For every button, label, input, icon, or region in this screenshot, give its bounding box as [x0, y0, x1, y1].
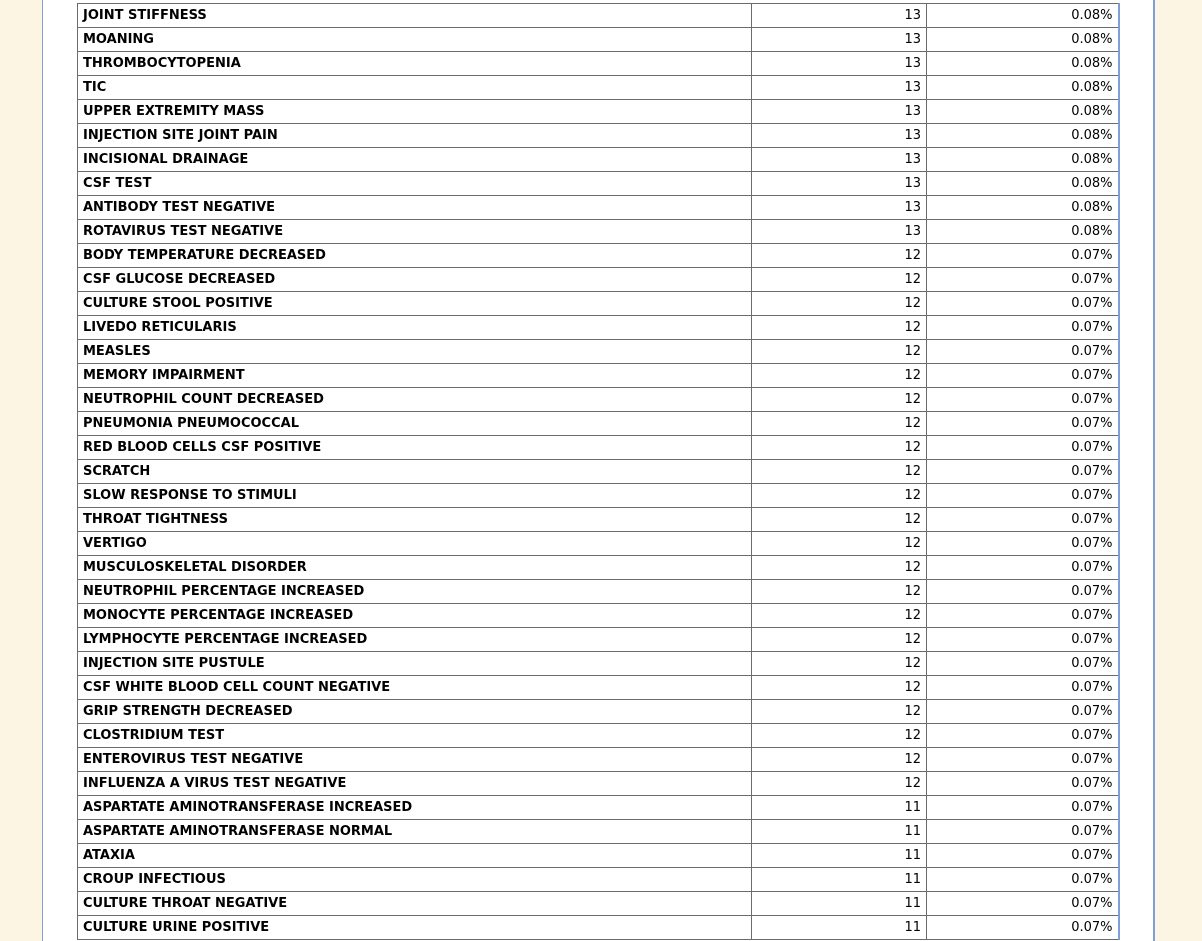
- report-percent-cell: 0.08%: [927, 28, 1119, 52]
- report-percent-cell: 0.07%: [927, 364, 1119, 388]
- symptom-term-cell: GRIP STRENGTH DECREASED: [78, 700, 752, 724]
- report-percent-cell: 0.07%: [927, 292, 1119, 316]
- symptom-term-cell: MEMORY IMPAIRMENT: [78, 364, 752, 388]
- symptom-term-cell: SLOW RESPONSE TO STIMULI: [78, 484, 752, 508]
- report-percent-cell: 0.08%: [927, 220, 1119, 244]
- symptom-term-cell: SCRATCH: [78, 460, 752, 484]
- table-row: [78, 748, 1119, 772]
- symptom-term-cell: MOANING: [78, 28, 752, 52]
- table-row: [78, 364, 1119, 388]
- report-count-cell: 12: [752, 724, 927, 748]
- report-percent-cell: 0.08%: [927, 148, 1119, 172]
- report-count-cell: 13: [752, 76, 927, 100]
- symptom-term-cell: RED BLOOD CELLS CSF POSITIVE: [78, 436, 752, 460]
- symptom-term-cell: NEUTROPHIL COUNT DECREASED: [78, 388, 752, 412]
- report-count-cell: 11: [752, 868, 927, 892]
- symptom-term-cell: LIVEDO RETICULARIS: [78, 316, 752, 340]
- table-row: [78, 76, 1119, 100]
- symptom-term-cell: ANTIBODY TEST NEGATIVE: [78, 196, 752, 220]
- report-count-cell: 12: [752, 772, 927, 796]
- report-count-cell: 12: [752, 580, 927, 604]
- report-percent-cell: 0.07%: [927, 436, 1119, 460]
- symptom-term-cell: CSF WHITE BLOOD CELL COUNT NEGATIVE: [78, 676, 752, 700]
- table-row: [78, 916, 1119, 940]
- report-count-cell: 11: [752, 916, 927, 940]
- report-count-cell: 11: [752, 892, 927, 916]
- report-percent-cell: 0.07%: [927, 700, 1119, 724]
- symptom-term-cell: ASPARTATE AMINOTRANSFERASE NORMAL: [78, 820, 752, 844]
- table-row: [78, 556, 1119, 580]
- report-count-cell: 12: [752, 748, 927, 772]
- report-count-cell: 13: [752, 196, 927, 220]
- report-percent-cell: 0.08%: [927, 76, 1119, 100]
- symptom-term-cell: JOINT STIFFNESS: [78, 4, 752, 28]
- report-count-cell: 12: [752, 508, 927, 532]
- report-percent-cell: 0.07%: [927, 484, 1119, 508]
- report-percent-cell: 0.07%: [927, 556, 1119, 580]
- table-row: [78, 796, 1119, 820]
- symptom-term-cell: LYMPHOCYTE PERCENTAGE INCREASED: [78, 628, 752, 652]
- report-count-cell: 12: [752, 244, 927, 268]
- table-row: [78, 316, 1119, 340]
- report-count-cell: 12: [752, 604, 927, 628]
- table-row: [78, 268, 1119, 292]
- symptom-term-cell: INJECTION SITE JOINT PAIN: [78, 124, 752, 148]
- table-row: [78, 460, 1119, 484]
- symptom-term-cell: MUSCULOSKELETAL DISORDER: [78, 556, 752, 580]
- table-row: [78, 532, 1119, 556]
- report-percent-cell: 0.08%: [927, 4, 1119, 28]
- report-count-cell: 12: [752, 700, 927, 724]
- report-count-cell: 12: [752, 292, 927, 316]
- table-row: [78, 820, 1119, 844]
- report-percent-cell: 0.07%: [927, 628, 1119, 652]
- report-percent-cell: 0.07%: [927, 316, 1119, 340]
- report-count-cell: 12: [752, 652, 927, 676]
- table-row: [78, 28, 1119, 52]
- report-count-cell: 12: [752, 460, 927, 484]
- report-percent-cell: 0.07%: [927, 340, 1119, 364]
- symptom-term-cell: INFLUENZA A VIRUS TEST NEGATIVE: [78, 772, 752, 796]
- report-percent-cell: 0.07%: [927, 580, 1119, 604]
- symptom-term-cell: CSF GLUCOSE DECREASED: [78, 268, 752, 292]
- report-percent-cell: 0.08%: [927, 196, 1119, 220]
- report-percent-cell: 0.08%: [927, 124, 1119, 148]
- symptom-term-cell: ROTAVIRUS TEST NEGATIVE: [78, 220, 752, 244]
- table-row: [78, 148, 1119, 172]
- report-percent-cell: 0.07%: [927, 460, 1119, 484]
- symptom-term-cell: CLOSTRIDIUM TEST: [78, 724, 752, 748]
- symptom-term-cell: ENTEROVIRUS TEST NEGATIVE: [78, 748, 752, 772]
- report-count-cell: 12: [752, 340, 927, 364]
- report-percent-cell: 0.07%: [927, 388, 1119, 412]
- report-count-cell: 13: [752, 124, 927, 148]
- report-count-cell: 13: [752, 220, 927, 244]
- symptom-term-cell: PNEUMONIA PNEUMOCOCCAL: [78, 412, 752, 436]
- report-count-cell: 13: [752, 52, 927, 76]
- table-row: [78, 604, 1119, 628]
- symptom-term-cell: INJECTION SITE PUSTULE: [78, 652, 752, 676]
- report-percent-cell: 0.07%: [927, 604, 1119, 628]
- report-percent-cell: 0.07%: [927, 268, 1119, 292]
- report-count-cell: 13: [752, 28, 927, 52]
- report-percent-cell: 0.07%: [927, 652, 1119, 676]
- report-count-cell: 12: [752, 412, 927, 436]
- report-count-cell: 12: [752, 532, 927, 556]
- report-percent-cell: 0.07%: [927, 412, 1119, 436]
- report-count-cell: 11: [752, 820, 927, 844]
- table-row: [78, 892, 1119, 916]
- symptom-term-cell: THROMBOCYTOPENIA: [78, 52, 752, 76]
- report-percent-cell: 0.07%: [927, 892, 1119, 916]
- table-row: [78, 700, 1119, 724]
- report-count-cell: 11: [752, 844, 927, 868]
- table-row: [78, 292, 1119, 316]
- table-row: [78, 124, 1119, 148]
- report-percent-cell: 0.07%: [927, 868, 1119, 892]
- symptom-term-cell: VERTIGO: [78, 532, 752, 556]
- report-percent-cell: 0.08%: [927, 172, 1119, 196]
- table-row: [78, 220, 1119, 244]
- symptom-term-cell: INCISIONAL DRAINAGE: [78, 148, 752, 172]
- symptom-term-cell: MEASLES: [78, 340, 752, 364]
- symptom-term-cell: CSF TEST: [78, 172, 752, 196]
- report-count-cell: 13: [752, 4, 927, 28]
- table-row: [78, 844, 1119, 868]
- table-row: [78, 412, 1119, 436]
- symptom-term-cell: NEUTROPHIL PERCENTAGE INCREASED: [78, 580, 752, 604]
- table-row: [78, 580, 1119, 604]
- report-percent-cell: 0.07%: [927, 916, 1119, 940]
- report-percent-cell: 0.08%: [927, 52, 1119, 76]
- table-row: [78, 196, 1119, 220]
- symptom-term-cell: TIC: [78, 76, 752, 100]
- content-panel: [42, 0, 1155, 941]
- symptom-term-cell: CULTURE URINE POSITIVE: [78, 916, 752, 940]
- symptom-term-cell: ASPARTATE AMINOTRANSFERASE INCREASED: [78, 796, 752, 820]
- report-percent-cell: 0.07%: [927, 844, 1119, 868]
- table-row: [78, 508, 1119, 532]
- report-count-cell: 13: [752, 100, 927, 124]
- report-percent-cell: 0.07%: [927, 676, 1119, 700]
- table-row: [78, 484, 1119, 508]
- symptom-term-cell: THROAT TIGHTNESS: [78, 508, 752, 532]
- symptom-statistics-table: [77, 3, 1120, 940]
- report-percent-cell: 0.07%: [927, 772, 1119, 796]
- report-percent-cell: 0.07%: [927, 532, 1119, 556]
- report-percent-cell: 0.07%: [927, 244, 1119, 268]
- report-count-cell: 12: [752, 556, 927, 580]
- table-row: [78, 436, 1119, 460]
- table-row: [78, 388, 1119, 412]
- symptom-term-cell: CROUP INFECTIOUS: [78, 868, 752, 892]
- symptom-term-cell: CULTURE STOOL POSITIVE: [78, 292, 752, 316]
- table-row: [78, 172, 1119, 196]
- report-count-cell: 13: [752, 148, 927, 172]
- table-row: [78, 868, 1119, 892]
- table-row: [78, 676, 1119, 700]
- table-row: [78, 724, 1119, 748]
- report-count-cell: 13: [752, 172, 927, 196]
- report-count-cell: 12: [752, 316, 927, 340]
- table-row: [78, 628, 1119, 652]
- report-count-cell: 11: [752, 796, 927, 820]
- table-body: [78, 4, 1119, 940]
- table-row: [78, 52, 1119, 76]
- table-row: [78, 4, 1119, 28]
- report-count-cell: 12: [752, 436, 927, 460]
- report-count-cell: 12: [752, 268, 927, 292]
- report-count-cell: 12: [752, 364, 927, 388]
- report-percent-cell: 0.07%: [927, 796, 1119, 820]
- table-row: [78, 100, 1119, 124]
- symptom-term-cell: MONOCYTE PERCENTAGE INCREASED: [78, 604, 752, 628]
- symptom-term-cell: ATAXIA: [78, 844, 752, 868]
- report-percent-cell: 0.07%: [927, 820, 1119, 844]
- report-count-cell: 12: [752, 484, 927, 508]
- table-row: [78, 340, 1119, 364]
- report-percent-cell: 0.07%: [927, 508, 1119, 532]
- table-row: [78, 652, 1119, 676]
- report-percent-cell: 0.07%: [927, 748, 1119, 772]
- report-count-cell: 12: [752, 676, 927, 700]
- report-count-cell: 12: [752, 628, 927, 652]
- table-row: [78, 244, 1119, 268]
- symptom-term-cell: UPPER EXTREMITY MASS: [78, 100, 752, 124]
- symptom-term-cell: CULTURE THROAT NEGATIVE: [78, 892, 752, 916]
- report-percent-cell: 0.07%: [927, 724, 1119, 748]
- report-count-cell: 12: [752, 388, 927, 412]
- report-percent-cell: 0.08%: [927, 100, 1119, 124]
- table-row: [78, 772, 1119, 796]
- symptom-term-cell: BODY TEMPERATURE DECREASED: [78, 244, 752, 268]
